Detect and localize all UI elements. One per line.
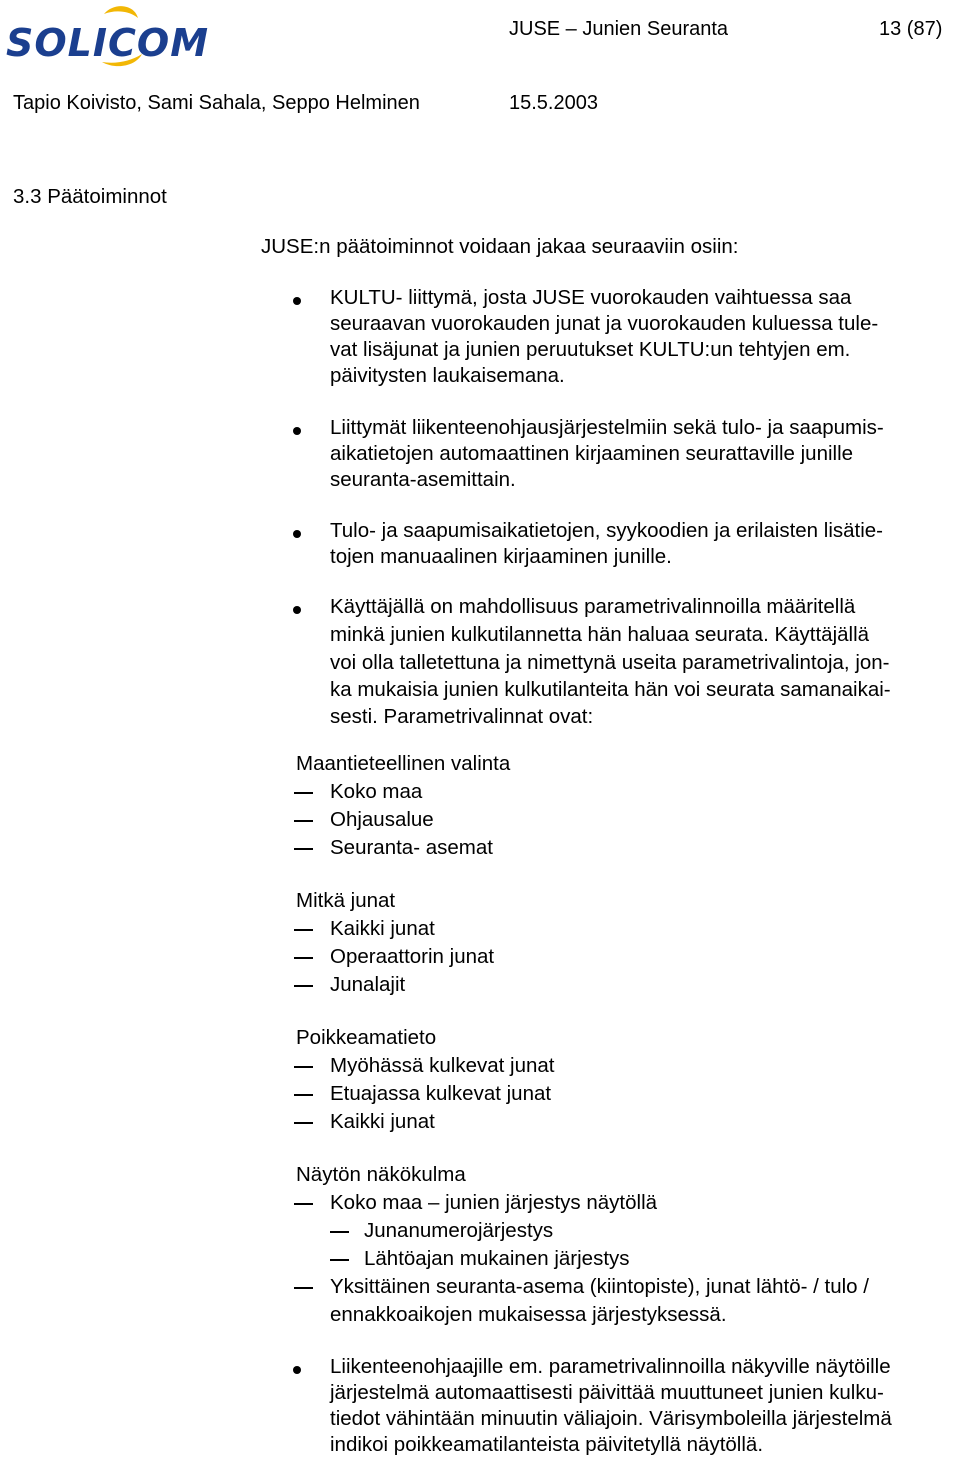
bullet-line: Liittymät liikenteenohjausjärjestelmiin sekä tulo- ja saapumis- bbox=[330, 416, 884, 439]
bullet-line: aikatietojen automaattinen kirjaaminen seurattaville junille bbox=[330, 442, 854, 465]
bullet-marker bbox=[293, 606, 301, 614]
bullet-line: järjestelmä automaattisesti päivittää muuttuneet junien kulku- bbox=[330, 1381, 884, 1404]
svg-text:SOLICOM: SOLICOM bbox=[6, 21, 210, 65]
group-item: Junalajit bbox=[330, 973, 406, 996]
group-item: Yksittäinen seuranta-asema (kiintopiste), junat lähtö- / tulo / bbox=[330, 1275, 869, 1298]
group-title: Näytön näkökulma bbox=[296, 1163, 466, 1186]
bullet-line: päivitysten laukaisemana. bbox=[330, 364, 565, 387]
group-item: Myöhässä kulkevat junat bbox=[330, 1054, 555, 1077]
bullet-marker bbox=[293, 530, 301, 538]
group-item: Ohjausalue bbox=[330, 808, 434, 831]
dash-marker bbox=[294, 985, 313, 987]
group-title: Mitkä junat bbox=[296, 889, 396, 912]
group-title: Maantieteellinen valinta bbox=[296, 752, 511, 775]
bullet-marker bbox=[293, 1366, 301, 1374]
solicom-logo bbox=[6, 6, 230, 68]
dash-marker bbox=[330, 1231, 349, 1233]
group-item: Kaikki junat bbox=[330, 1110, 435, 1133]
bullet-line: minkä junien kulkutilannetta hän haluaa seurata. Käyttäjällä bbox=[330, 623, 870, 646]
bullet-marker bbox=[293, 297, 301, 305]
document-title: JUSE – Junien Seuranta bbox=[509, 18, 729, 40]
bullet-line: ka mukaisia junien kulkutilanteita hän voi seurata samanaikai- bbox=[330, 678, 891, 701]
dash-marker bbox=[294, 1287, 313, 1289]
group-item: Operaattorin junat bbox=[330, 945, 495, 968]
group-subitem: Junanumerojärjestys bbox=[364, 1219, 554, 1242]
page-number: 13 (87) bbox=[879, 18, 943, 40]
dash-marker bbox=[294, 929, 313, 931]
document-date: 15.5.2003 bbox=[509, 92, 598, 114]
group-item: Kaikki junat bbox=[330, 917, 435, 940]
section-heading: 3.3 Päätoiminnot bbox=[13, 185, 167, 208]
group-item: Koko maa – junien järjestys näytöllä bbox=[330, 1191, 658, 1214]
bullet-line: Liikenteenohjaajille em. parametrivalinnoilla näkyville näytöille bbox=[330, 1355, 891, 1378]
bullet-line: sesti. Parametrivalinnat ovat: bbox=[330, 705, 594, 728]
dash-marker bbox=[294, 1203, 313, 1205]
dash-marker bbox=[294, 957, 313, 959]
group-item: Etuajassa kulkevat junat bbox=[330, 1082, 552, 1105]
bullet-line: tojen manuaalinen kirjaaminen junille. bbox=[330, 545, 672, 568]
bullet-line: KULTU- liittymä, josta JUSE vuorokauden vaihtuessa saa bbox=[330, 286, 852, 309]
group-title: Poikkeamatieto bbox=[296, 1026, 437, 1049]
dash-marker bbox=[294, 820, 313, 822]
dash-marker bbox=[294, 1066, 313, 1068]
bullet-line: seuranta-asemittain. bbox=[330, 468, 516, 491]
authors: Tapio Koivisto, Sami Sahala, Seppo Helminen bbox=[13, 92, 420, 114]
bullet-line: voi olla talletettuna ja nimettynä useita parametrivalintoja, jon- bbox=[330, 651, 890, 674]
group-item: Koko maa bbox=[330, 780, 423, 803]
dash-marker bbox=[294, 792, 313, 794]
group-item: Seuranta- asemat bbox=[330, 836, 493, 859]
bullet-line: indikoi poikkeamatilanteista päivitetyllä näytöllä. bbox=[330, 1433, 764, 1456]
bullet-line: tiedot vähintään minuutin väliajoin. Värisymboleilla järjestelmä bbox=[330, 1407, 892, 1430]
bullet-line: Käyttäjällä on mahdollisuus parametrivalinnoilla määritellä bbox=[330, 595, 856, 618]
dash-marker bbox=[294, 1094, 313, 1096]
bullet-line: Tulo- ja saapumisaikatietojen, syykoodien ja erilaisten lisätie- bbox=[330, 519, 884, 542]
dash-marker bbox=[294, 848, 313, 850]
bullet-line: seuraavan vuorokauden junat ja vuorokauden kuluessa tule- bbox=[330, 312, 879, 335]
dash-marker bbox=[294, 1122, 313, 1124]
bullet-line: vat lisäjunat ja junien peruutukset KULTU:un tehtyjen em. bbox=[330, 338, 851, 361]
intro-text: JUSE:n päätoiminnot voidaan jakaa seuraaviin osiin: bbox=[261, 235, 739, 258]
group-subitem: Lähtöajan mukainen järjestys bbox=[364, 1247, 630, 1270]
dash-marker bbox=[330, 1259, 349, 1261]
group-item-continuation: ennakkoaikojen mukaisessa järjestyksessä. bbox=[330, 1303, 727, 1326]
bullet-marker bbox=[293, 427, 301, 435]
